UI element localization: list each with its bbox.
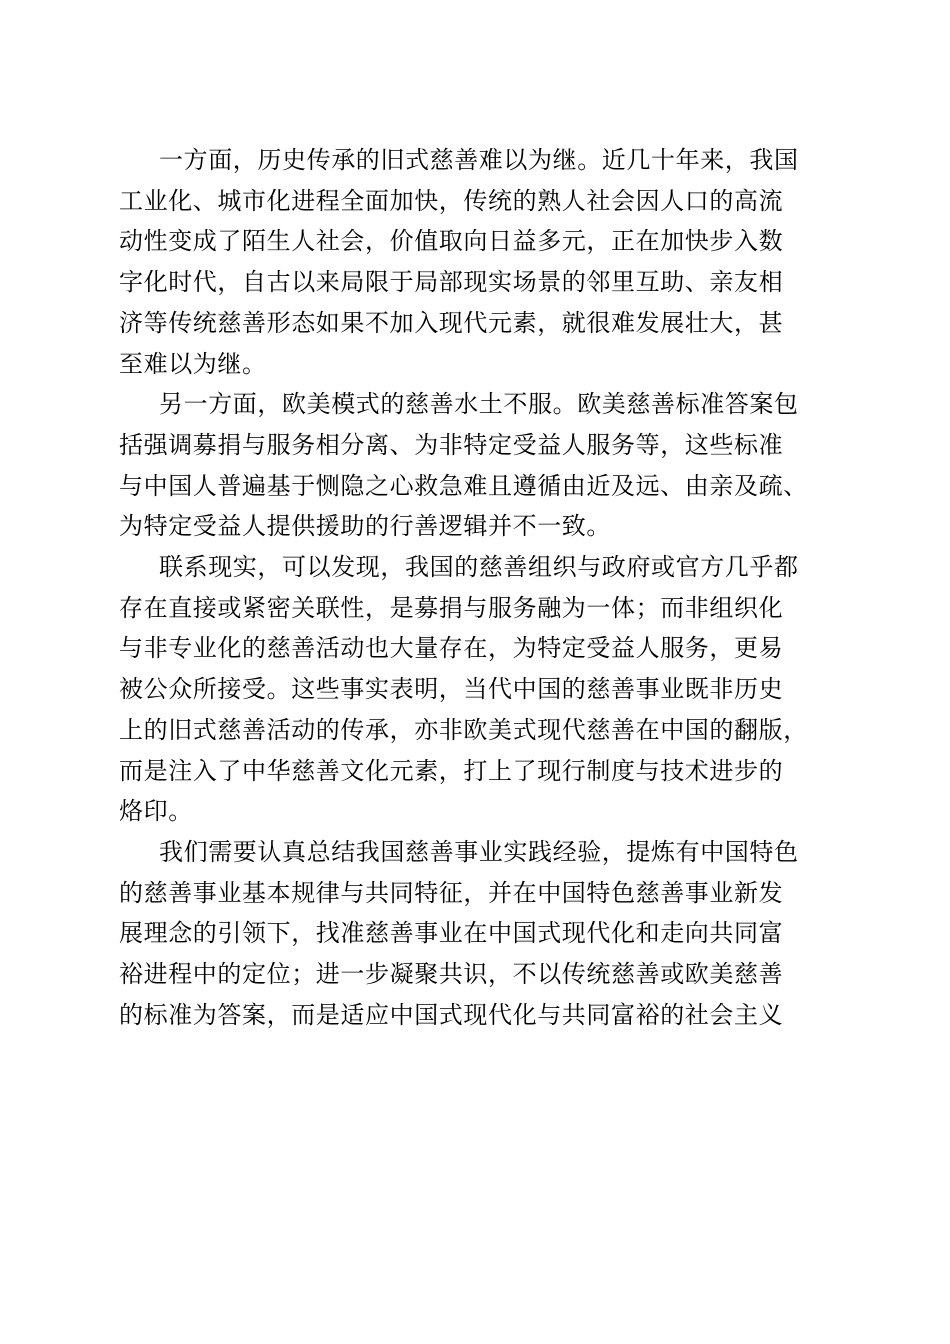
text-line: 上的旧式慈善活动的传承，亦非欧美式现代慈善在中国的翻版， bbox=[119, 715, 808, 744]
text-line: 的慈善事业基本规律与共同特征，并在中国特色慈善事业新发 bbox=[119, 878, 784, 907]
text-line: 括强调募捐与服务相分离、为非特定受益人服务等，这些标准 bbox=[119, 430, 784, 459]
text-line: 动性变成了陌生人社会，价值取向日益多元，正在加快步入数 bbox=[119, 227, 784, 256]
text-line: 至难以为继。 bbox=[119, 349, 267, 378]
text-line: 展理念的引领下，找准慈善事业在中国式现代化和走向共同富 bbox=[119, 919, 784, 948]
text-line: 我们需要认真总结我国慈善事业实践经验，提炼有中国特色 bbox=[159, 837, 799, 866]
text-line: 另一方面，欧美模式的慈善水土不服。欧美慈善标准答案包 bbox=[159, 390, 799, 419]
text-line: 烙印。 bbox=[119, 797, 193, 826]
paragraph-2 bbox=[119, 384, 831, 547]
text-line: 而是注入了中华慈善文化元素，打上了现行制度与技术进步的 bbox=[119, 756, 784, 785]
article-body bbox=[119, 140, 831, 1035]
text-line: 存在直接或紧密关联性，是募捐与服务融为一体；而非组织化 bbox=[119, 593, 784, 622]
paragraph-3 bbox=[119, 547, 831, 832]
text-line: 与非专业化的慈善活动也大量存在，为特定受益人服务，更易 bbox=[119, 634, 784, 663]
text-line: 工业化、城市化进程全面加快，传统的熟人社会因人口的高流 bbox=[119, 186, 784, 215]
text-line: 为特定受益人提供援助的行善逻辑并不一致。 bbox=[119, 512, 611, 541]
text-line: 的标准为答案，而是适应中国式现代化与共同富裕的社会主义 bbox=[119, 1000, 784, 1029]
text-line: 裕进程中的定位；进一步凝聚共识，不以传统慈善或欧美慈善 bbox=[119, 960, 784, 989]
text-line: 被公众所接受。这些事实表明，当代中国的慈善事业既非历史 bbox=[119, 675, 784, 704]
text-line: 一方面，历史传承的旧式慈善难以为继。近几十年来，我国 bbox=[159, 146, 799, 174]
text-line: 济等传统慈善形态如果不加入现代元素，就很难发展壮大，甚 bbox=[119, 308, 784, 337]
text-line: 联系现实，可以发现，我国的慈善组织与政府或官方几乎都 bbox=[159, 553, 799, 582]
paragraph-1 bbox=[119, 140, 831, 384]
text-line: 字化时代，自古以来局限于局部现实场景的邻里互助、亲友相 bbox=[119, 268, 784, 297]
text-line: 与中国人普遍基于恻隐之心救急难且遵循由近及远、由亲及疏、 bbox=[119, 471, 808, 500]
paragraph-4 bbox=[119, 832, 831, 1036]
